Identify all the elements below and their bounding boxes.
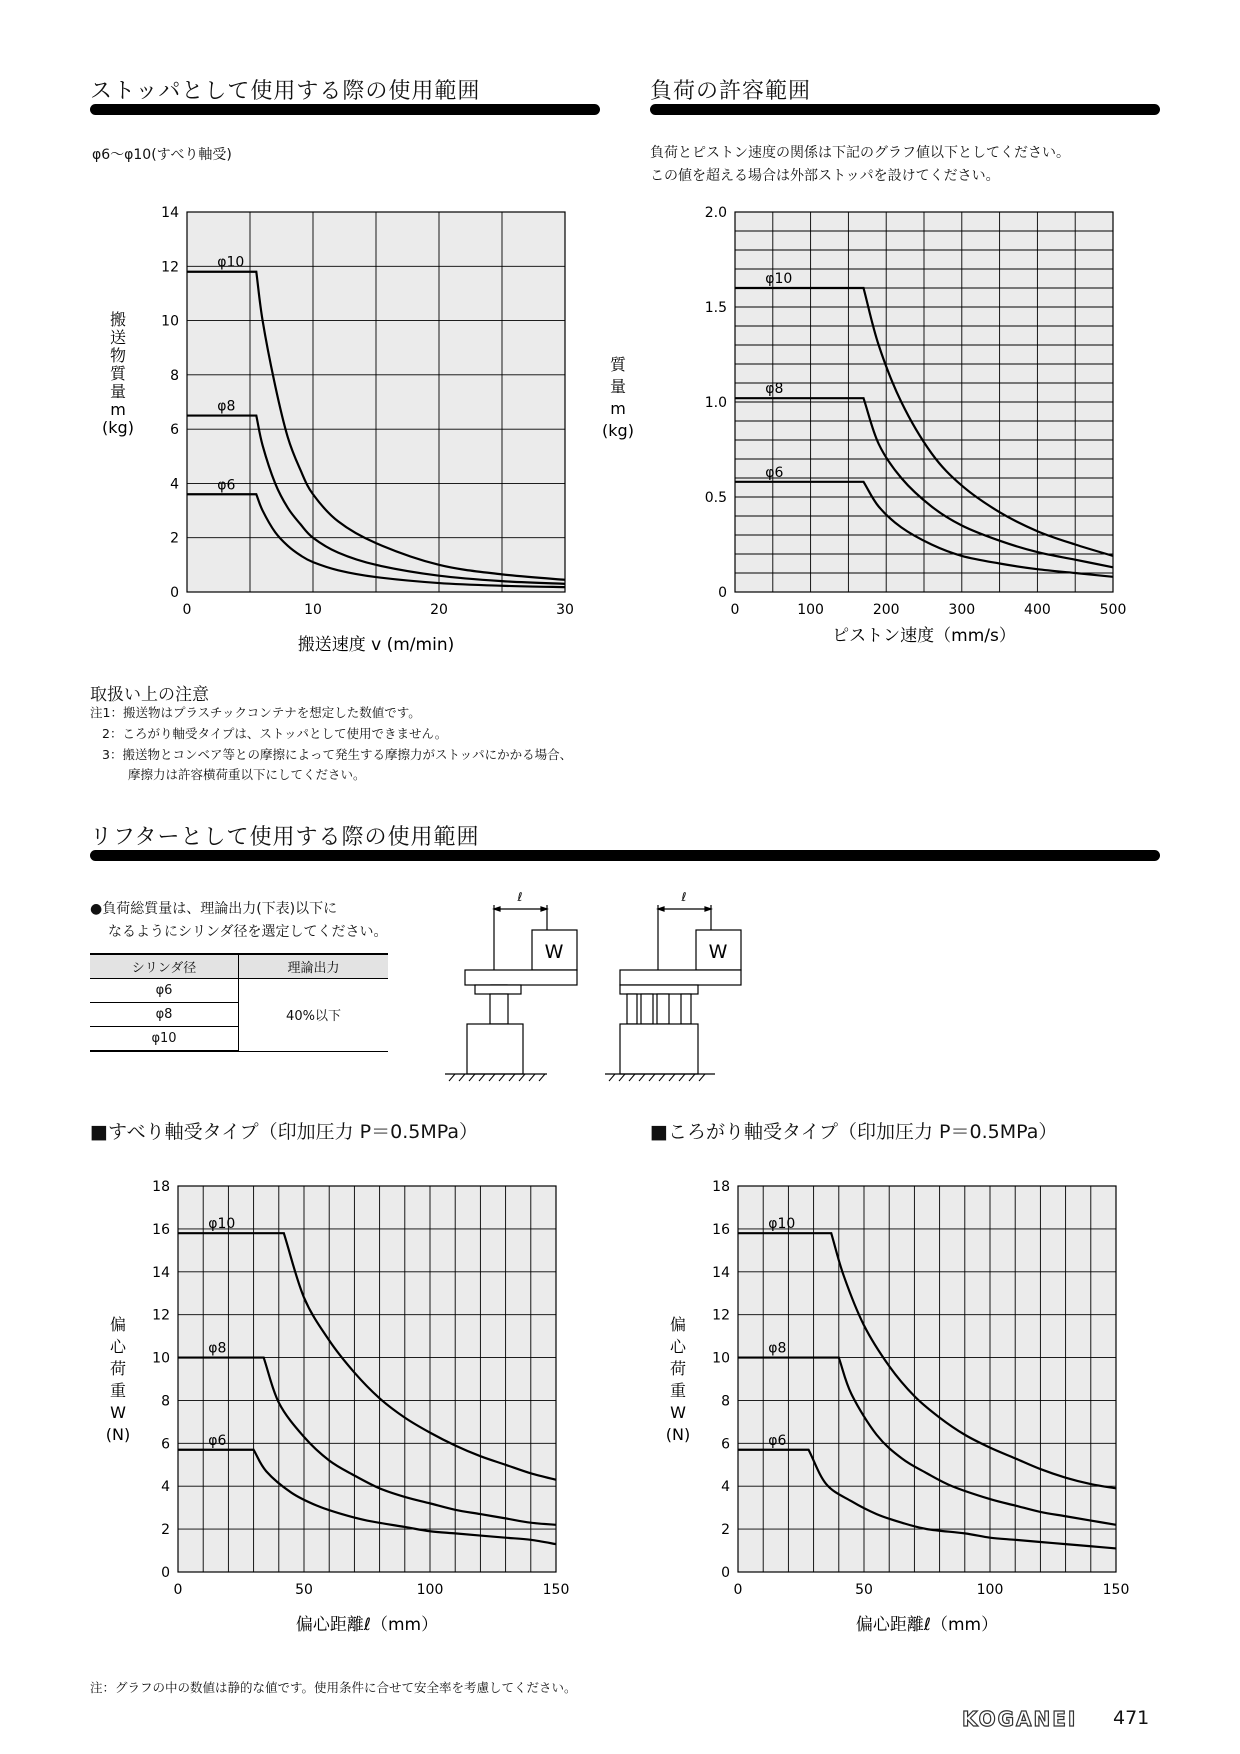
y-axis-label: m — [110, 400, 126, 419]
series-label: φ6 — [208, 1432, 227, 1449]
plot-area — [178, 1186, 556, 1572]
y-tick-label: 10 — [712, 1350, 730, 1367]
diagram-w-label: W — [544, 941, 564, 963]
table-row-bore: φ10 — [90, 1027, 239, 1052]
lifter-diagram — [435, 885, 745, 1080]
x-tick-label: 100 — [976, 1582, 1004, 1598]
x-tick-label: 400 — [1024, 602, 1051, 618]
y-axis-label: 心 — [109, 1337, 127, 1356]
table-output-value: 40%以下 — [239, 979, 389, 1052]
x-tick-label: 150 — [542, 1582, 570, 1598]
x-tick-label: 200 — [872, 602, 900, 618]
load-desc-line-1: 負荷とピストン速度の関係は下記のグラフ値以下としてください。 — [650, 145, 1070, 161]
lifter-desc-line-2: なるようにシリンダ径を選定してください。 — [108, 924, 388, 940]
series-label: φ8 — [208, 1340, 227, 1357]
koganei-logo: KOGANEI — [962, 1707, 1078, 1731]
x-tick-label: 20 — [430, 602, 448, 618]
roller-bearing-chart — [650, 1170, 1170, 1640]
y-tick-label: 8 — [161, 1393, 170, 1410]
x-tick-label: 0 — [730, 602, 740, 618]
note-1: 注1：搬送物はプラスチックコンテナを想定した数値です。 — [90, 705, 421, 720]
series-label: φ10 — [208, 1216, 236, 1233]
x-tick-label: 0 — [733, 1582, 743, 1598]
y-axis-label: (kg) — [102, 418, 134, 437]
x-axis-label: 偏心距離ℓ（mm） — [295, 1615, 439, 1635]
y-tick-label: 0 — [161, 1565, 170, 1581]
y-axis-label: 荷 — [669, 1359, 687, 1378]
y-tick-label: 2.0 — [704, 205, 727, 221]
series-label: φ6 — [768, 1432, 787, 1449]
y-tick-label: 14 — [152, 1264, 170, 1281]
x-tick-label: 30 — [556, 602, 574, 618]
y-axis-label: 荷 — [109, 1359, 127, 1378]
y-tick-label: 14 — [161, 205, 179, 221]
y-tick-label: 6 — [161, 1436, 170, 1453]
x-axis-label: 搬送速度 v (m/min) — [297, 635, 455, 655]
y-tick-label: 6 — [170, 422, 179, 439]
y-axis-label: 重 — [669, 1381, 687, 1400]
y-axis-label: 心 — [669, 1337, 687, 1356]
load-section-title: 負荷の許容範囲 — [650, 79, 812, 104]
y-tick-label: 12 — [152, 1307, 170, 1324]
x-tick-label: 50 — [295, 1582, 313, 1598]
y-axis-label: 搬 — [109, 310, 127, 329]
y-tick-label: 16 — [152, 1221, 170, 1238]
x-axis-label: ピストン速度（mm/s） — [832, 626, 1016, 646]
y-tick-label: 8 — [721, 1393, 730, 1410]
y-tick-label: 10 — [152, 1350, 170, 1367]
y-axis-label: 質 — [109, 364, 127, 383]
series-label: φ10 — [217, 254, 245, 271]
x-tick-label: 150 — [1102, 1582, 1130, 1598]
stopper-subtitle: φ6〜φ10(すべり軸受) — [92, 147, 232, 163]
x-tick-label: 50 — [855, 1582, 873, 1598]
y-axis-label: (N) — [105, 1425, 131, 1444]
y-tick-label: 2 — [721, 1522, 730, 1539]
y-tick-label: 4 — [170, 476, 179, 493]
y-axis-label: 偏 — [109, 1315, 127, 1334]
stopper-title-bar — [90, 104, 600, 115]
lifter-section-title: リフターとして使用する際の使用範囲 — [90, 825, 480, 850]
series-label: φ8 — [217, 398, 236, 415]
series-label: φ6 — [217, 477, 236, 494]
stopper-chart — [90, 195, 610, 660]
cylinder-output-table — [90, 953, 388, 1052]
diagram-w-label: W — [708, 941, 728, 963]
diagram-l-label: ℓ — [681, 890, 687, 904]
y-tick-label: 18 — [712, 1179, 730, 1195]
x-tick-label: 100 — [416, 1582, 444, 1598]
x-tick-label: 500 — [1099, 602, 1127, 618]
y-axis-label: 重 — [109, 1381, 127, 1400]
load-desc-line-2: この値を超える場合は外部ストッパを設けてください。 — [650, 168, 1000, 184]
y-tick-label: 0 — [721, 1565, 730, 1581]
y-axis-label: 送 — [109, 328, 127, 347]
y-axis-label: 偏 — [669, 1315, 687, 1334]
table-header-bore: シリンダ径 — [90, 954, 239, 979]
y-axis-label: 物 — [109, 346, 127, 365]
x-tick-label: 0 — [173, 1582, 183, 1598]
y-tick-label: 0 — [170, 585, 179, 601]
notes-title: 取扱い上の注意 — [90, 685, 209, 705]
lifter-title-bar — [90, 850, 1160, 861]
slide-bearing-title: ■すべり軸受タイプ（印加圧力 P＝0.5MPa） — [90, 1121, 478, 1143]
load-chart — [602, 195, 1160, 660]
y-tick-label: 4 — [721, 1479, 730, 1496]
y-axis-label: m — [610, 399, 626, 418]
diagram-l-label: ℓ — [517, 890, 523, 904]
series-label: φ8 — [765, 381, 784, 398]
y-tick-label: 6 — [721, 1436, 730, 1453]
table-header-output: 理論出力 — [239, 954, 389, 979]
y-axis-label: 量 — [109, 382, 127, 401]
y-axis-label: 量 — [609, 377, 627, 396]
y-tick-label: 0.5 — [704, 490, 727, 506]
y-axis-label: W — [670, 1403, 686, 1422]
load-title-bar — [650, 104, 1160, 115]
y-axis-label: (N) — [665, 1425, 691, 1444]
roller-bearing-title: ■ころがり軸受タイプ（印加圧力 P＝0.5MPa） — [650, 1121, 1058, 1143]
y-tick-label: 4 — [161, 1479, 170, 1496]
y-tick-label: 1.0 — [704, 395, 727, 411]
x-axis-label: 偏心距離ℓ（mm） — [855, 1615, 999, 1635]
y-tick-label: 2 — [161, 1522, 170, 1539]
series-label: φ10 — [768, 1216, 796, 1233]
y-tick-label: 1.5 — [704, 300, 727, 316]
note-3-cont: 摩擦力は許容横荷重以下にしてください。 — [128, 767, 366, 782]
note-3: 3：搬送物とコンベア等との摩擦によって発生する摩擦力がストッパにかかる場合、 — [102, 747, 573, 762]
page-number: 471 — [1113, 1707, 1150, 1729]
lifter-desc-line-1: ●負荷総質量は、理論出力(下表)以下に — [90, 901, 338, 917]
note-2: 2：ころがり軸受タイプは、ストッパとして使用できません。 — [102, 726, 448, 741]
table-row-bore: φ8 — [90, 1003, 239, 1027]
y-tick-label: 10 — [161, 313, 179, 330]
y-axis-label: W — [110, 1403, 126, 1422]
y-tick-label: 16 — [712, 1221, 730, 1238]
x-tick-label: 10 — [304, 602, 322, 618]
y-tick-label: 12 — [712, 1307, 730, 1324]
y-tick-label: 18 — [152, 1179, 170, 1195]
y-tick-label: 12 — [161, 259, 179, 276]
x-tick-label: 100 — [797, 602, 824, 618]
plot-area — [738, 1186, 1116, 1572]
y-tick-label: 0 — [718, 585, 727, 601]
grid-lines — [735, 212, 1113, 592]
y-axis-label: 質 — [609, 355, 627, 374]
stopper-section-title: ストッパとして使用する際の使用範囲 — [90, 79, 481, 104]
series-label: φ8 — [768, 1340, 787, 1357]
series-label: φ10 — [765, 271, 793, 287]
y-tick-label: 14 — [712, 1264, 730, 1281]
footer-note: 注：グラフの中の数値は静的な値です。使用条件に合せて安全率を考慮してください。 — [90, 1680, 577, 1695]
slide-bearing-chart — [90, 1170, 610, 1640]
y-axis-label: (kg) — [602, 421, 634, 440]
series-label: φ6 — [765, 464, 784, 481]
y-tick-label: 2 — [170, 530, 179, 547]
table-row-bore: φ6 — [90, 979, 239, 1003]
y-tick-label: 8 — [170, 367, 179, 384]
x-tick-label: 300 — [948, 602, 976, 618]
x-tick-label: 0 — [182, 602, 192, 618]
